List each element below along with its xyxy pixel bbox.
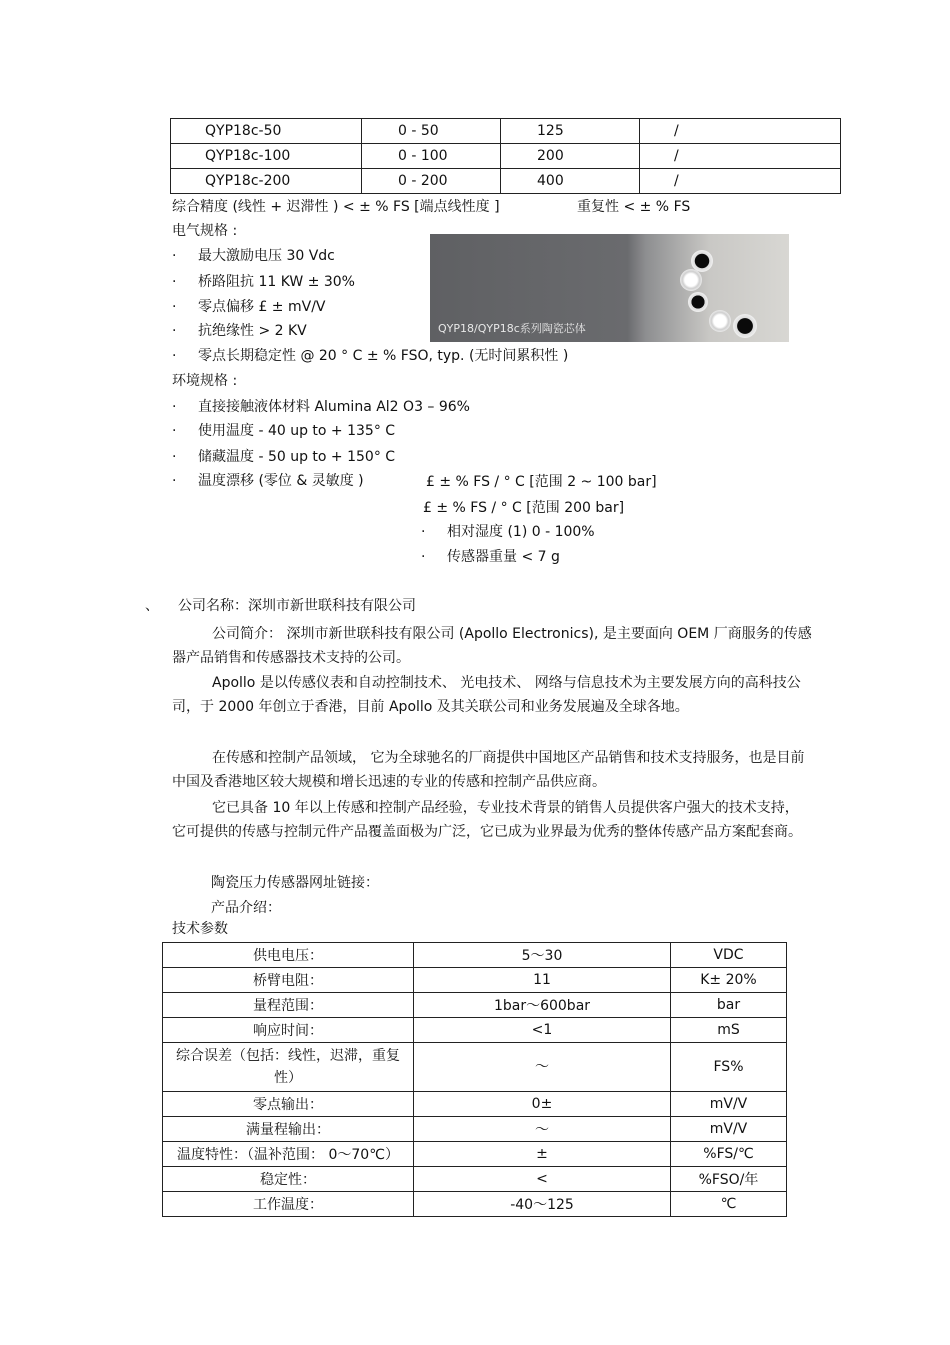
table-row bbox=[163, 993, 787, 1018]
electrical-item: 零点偏移 £ ± mV/V bbox=[198, 299, 326, 315]
environment-heading: 环境规格 : bbox=[172, 373, 238, 389]
table-row bbox=[171, 144, 841, 169]
model-range-table bbox=[170, 118, 841, 194]
param-cell: 响应时间： bbox=[163, 1018, 414, 1043]
param-cell: 满量程输出： bbox=[163, 1117, 414, 1142]
bullet: · bbox=[172, 299, 177, 315]
environment-item: 储藏温度 - 50 up to + 150° C bbox=[198, 449, 396, 465]
param-cell: 工作温度： bbox=[163, 1192, 414, 1217]
unit-cell: %FS/℃ bbox=[671, 1142, 787, 1167]
temp-drift-line: £ ± % FS / ° C [范围 200 bar] bbox=[423, 500, 625, 516]
company-paragraph: 它已具备 10 年以上传感和控制产品经验，专业技术背景的销售人员提供客户强大的技术支持，它可提供的传感与控制元件产品覆盖面极为广泛，它已成为业界最为优秀的整体传感产品方案配套商。 bbox=[172, 800, 802, 840]
value-cell: <1 bbox=[414, 1018, 671, 1043]
table-row bbox=[163, 1167, 787, 1192]
model-cell: QYP18c-200 bbox=[171, 169, 362, 194]
table-row bbox=[171, 119, 841, 144]
environment-item: 使用温度 - 40 up to + 135° C bbox=[198, 423, 396, 439]
value-cell: 1bar～600bar bbox=[414, 993, 671, 1018]
repeatability-line: 重复性 < ± % FS bbox=[577, 199, 691, 215]
param-cell: 温度特性：（温补范围： 0～70℃） bbox=[163, 1142, 414, 1167]
range-cell: 0 - 100 bbox=[362, 144, 501, 169]
value-cell: -40～125 bbox=[414, 1192, 671, 1217]
company-paragraph: 在传感和控制产品领域， 它为全球驰名的厂商提供中国地区产品销售和技术支持服务，也是目前中国及香港地区较大规模和增长迅速的专业的传感和控制产品供应商。 bbox=[172, 750, 805, 790]
tech-params-heading: 技术参数 bbox=[172, 921, 228, 937]
accuracy-line: 综合精度 (线性 + 迟滞性 ) < ± % FS [端点线性度 ] bbox=[172, 199, 500, 215]
param-cell: 量程范围： bbox=[163, 993, 414, 1018]
unit-cell: VDC bbox=[671, 943, 787, 968]
ceramic-chip bbox=[688, 292, 708, 312]
ceramic-chip bbox=[709, 310, 731, 332]
overload-cell: 400 bbox=[501, 169, 640, 194]
value-cell: < bbox=[414, 1167, 671, 1192]
model-cell: QYP18c-100 bbox=[171, 144, 362, 169]
photo-caption: QYP18/QYP18c系列陶瓷芯体 bbox=[438, 322, 586, 335]
bullet: · bbox=[172, 473, 177, 489]
environment-item: 传感器重量 < 7 g bbox=[447, 549, 560, 565]
burst-cell: / bbox=[640, 119, 841, 144]
electrical-item: 桥路阻抗 11 KW ± 30% bbox=[198, 274, 355, 290]
company-name: 公司名称：深圳市新世联科技有限公司 bbox=[178, 598, 416, 614]
sensor-link-label: 陶瓷压力传感器网址链接： bbox=[211, 875, 379, 891]
table-row bbox=[163, 1117, 787, 1142]
company-paragraph: 公司简介： 深圳市新世联科技有限公司 (Apollo Electronics), 是主要面向 OEM 厂商服务的传感器产品销售和传感器技术支持的公司。 bbox=[172, 626, 812, 666]
param-cell: 零点输出： bbox=[163, 1092, 414, 1117]
table-row bbox=[171, 169, 841, 194]
table-row bbox=[163, 1192, 787, 1217]
list-marker: 、 bbox=[145, 598, 159, 614]
bullet: · bbox=[421, 524, 426, 540]
ceramic-chip bbox=[733, 314, 757, 338]
environment-item: 直接接触液体材料 Alumina Al2 O3 – 96% bbox=[198, 399, 470, 415]
bullet: · bbox=[172, 323, 177, 339]
table-row bbox=[163, 1018, 787, 1043]
tech-params-table bbox=[162, 942, 787, 1217]
table-row bbox=[163, 1092, 787, 1117]
unit-cell: mV/V bbox=[671, 1117, 787, 1142]
unit-cell: mS bbox=[671, 1018, 787, 1043]
ceramic-core-photo bbox=[430, 234, 789, 342]
environment-item: 相对湿度 (1) 0 - 100% bbox=[447, 524, 595, 540]
electrical-item: 最大激励电压 30 Vdc bbox=[198, 248, 335, 264]
bullet: · bbox=[172, 449, 177, 465]
value-cell: ～ bbox=[414, 1117, 671, 1142]
temp-drift-line: £ ± % FS / ° C [范围 2 ~ 100 bar] bbox=[426, 474, 657, 490]
range-cell: 0 - 200 bbox=[362, 169, 501, 194]
unit-cell: K± 20% bbox=[671, 968, 787, 993]
product-intro-label: 产品介绍： bbox=[211, 900, 281, 916]
table-row bbox=[163, 968, 787, 993]
value-cell: ～ bbox=[414, 1043, 671, 1092]
value-cell: 5～30 bbox=[414, 943, 671, 968]
param-cell: 桥臂电阻： bbox=[163, 968, 414, 993]
unit-cell: FS% bbox=[671, 1043, 787, 1092]
unit-cell: bar bbox=[671, 993, 787, 1018]
param-cell: 综合误差（包括：线性，迟滞，重复性） bbox=[163, 1043, 414, 1092]
unit-cell: ℃ bbox=[671, 1192, 787, 1217]
overload-cell: 200 bbox=[501, 144, 640, 169]
electrical-item: 抗绝缘性 > 2 KV bbox=[198, 323, 307, 339]
bullet: · bbox=[172, 348, 177, 364]
unit-cell: %FSO/年 bbox=[671, 1167, 787, 1192]
table-row bbox=[163, 943, 787, 968]
table-row bbox=[163, 1043, 787, 1092]
overload-cell: 125 bbox=[501, 119, 640, 144]
bullet: · bbox=[172, 248, 177, 264]
model-cell: QYP18c-50 bbox=[171, 119, 362, 144]
range-cell: 0 - 50 bbox=[362, 119, 501, 144]
bullet: · bbox=[172, 274, 177, 290]
param-cell: 稳定性： bbox=[163, 1167, 414, 1192]
electrical-item: 零点长期稳定性 @ 20 ° C ± % FSO, typ. (无时间累积性 ) bbox=[198, 348, 569, 364]
param-cell: 供电电压： bbox=[163, 943, 414, 968]
value-cell: 0± bbox=[414, 1092, 671, 1117]
unit-cell: mV/V bbox=[671, 1092, 787, 1117]
bullet: · bbox=[172, 423, 177, 439]
table-row bbox=[163, 1142, 787, 1167]
company-paragraph: Apollo 是以传感仪表和自动控制技术、 光电技术、 网络与信息技术为主要发展方向的高科技公司，于 2000 年创立于香港，目前 Apollo 及其关联公司和业务发展遍及全球各地。 bbox=[172, 675, 801, 715]
electrical-heading: 电气规格 : bbox=[172, 223, 238, 239]
burst-cell: / bbox=[640, 169, 841, 194]
bullet: · bbox=[421, 549, 426, 565]
ceramic-chip bbox=[680, 269, 702, 291]
value-cell: 11 bbox=[414, 968, 671, 993]
environment-item: 温度漂移 (零位 & 灵敏度 ) bbox=[198, 473, 364, 489]
value-cell: ± bbox=[414, 1142, 671, 1167]
bullet: · bbox=[172, 399, 177, 415]
burst-cell: / bbox=[640, 144, 841, 169]
